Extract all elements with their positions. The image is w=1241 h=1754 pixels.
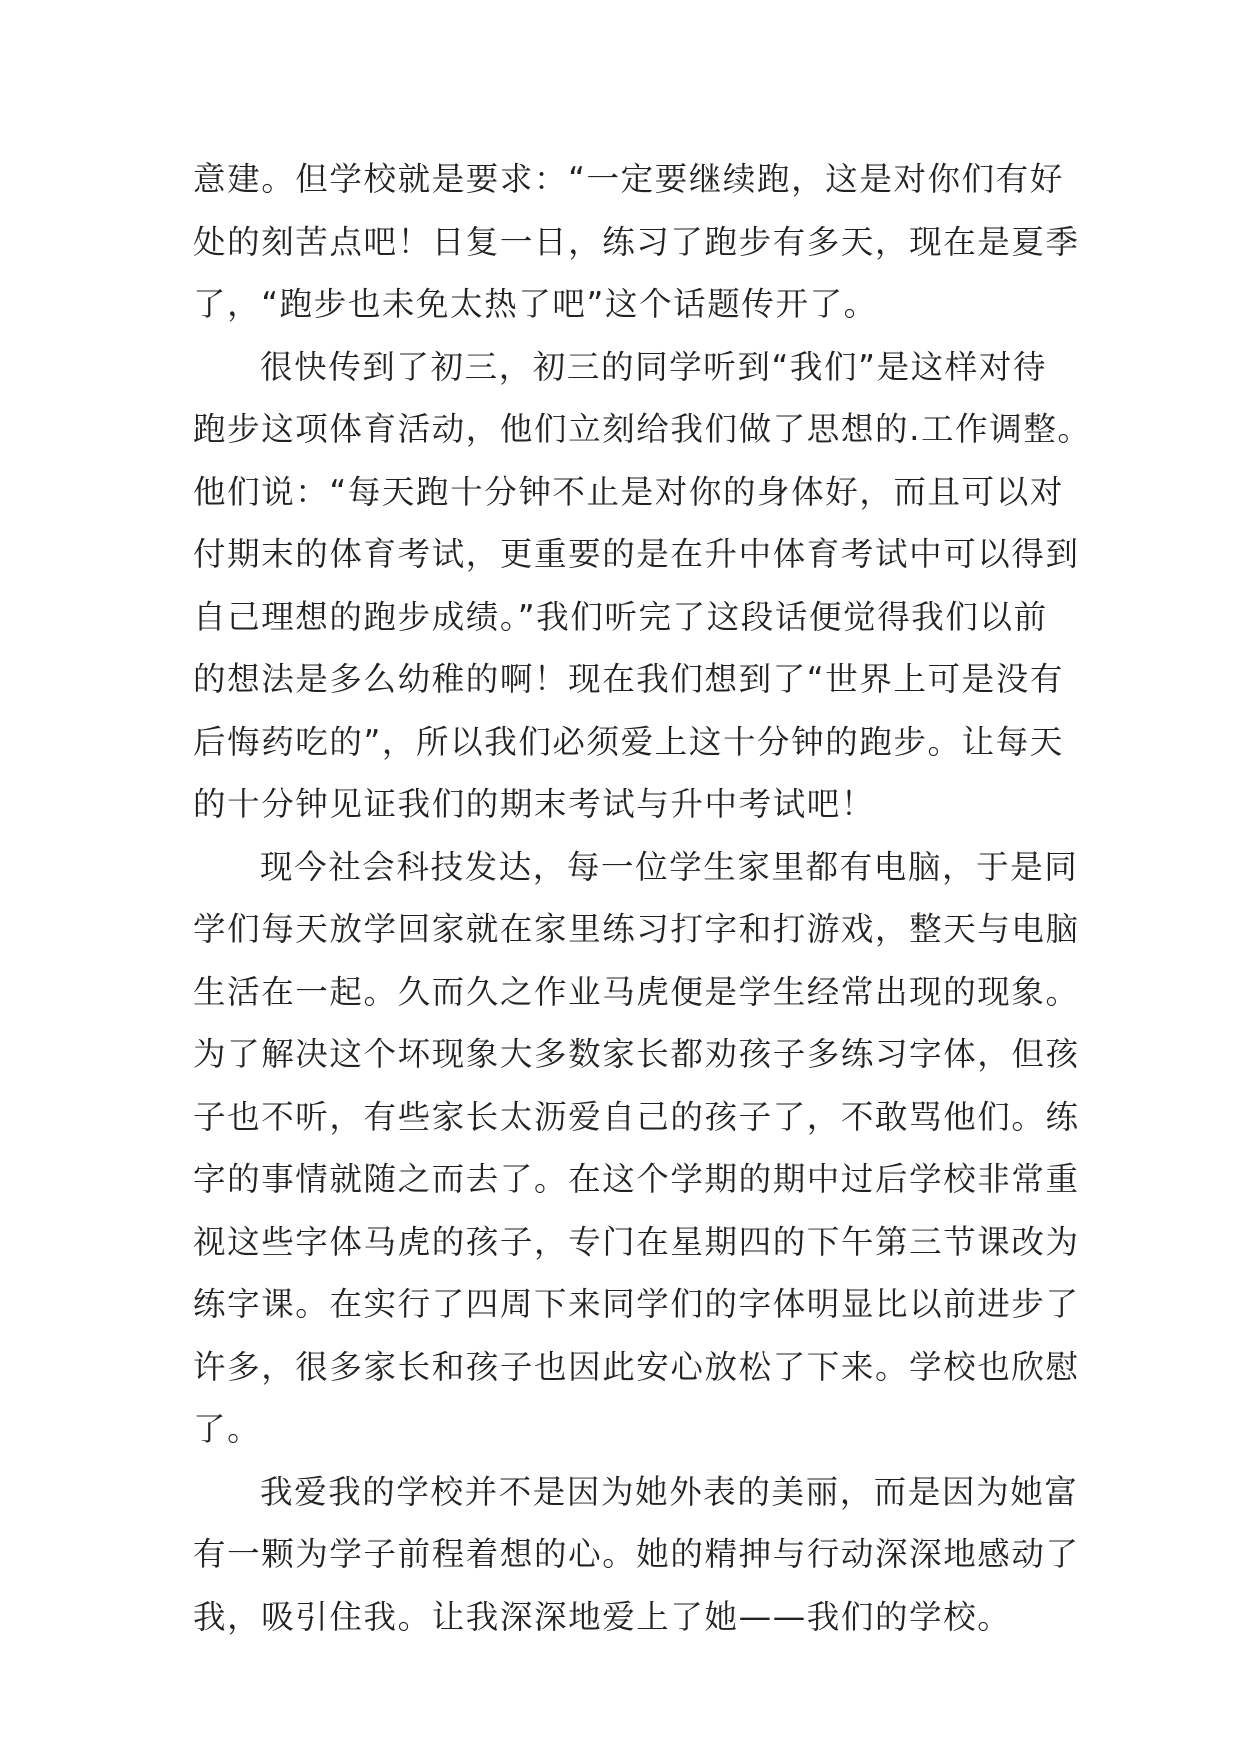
text-line: 学们每天放学回家就在家里练习打字和打游戏，整天与电脑 bbox=[193, 910, 1080, 948]
text-line: 我，吸引住我。让我深深地爱上了她——我们的学校。 bbox=[193, 1597, 1012, 1636]
document-body bbox=[193, 148, 1092, 1648]
text-line: 有一颗为学子前程着想的心。她的精抻与行动深深地感动了 bbox=[193, 1535, 1080, 1573]
paragraph-2 bbox=[193, 336, 1092, 836]
text-line: 了，“跑步也未免太热了吧”这个话题传开了。 bbox=[193, 285, 878, 323]
text-line: 子也不听，有些家长太沥爱自己的孩子了，不敢骂他们。练 bbox=[193, 1097, 1080, 1136]
text-line: 自己理想的跑步成绩。”我们听完了这段话便觉得我们以前 bbox=[193, 597, 1048, 636]
text-line: 很快传到了初三，初三的同学听到“我们”是这样对待 bbox=[260, 347, 1048, 386]
text-line: 字的事情就随之而去了。在这个学期的期中过后学校非常重 bbox=[193, 1160, 1080, 1198]
text-line: 他们说：“每天跑十分钟不止是对你的身体好，而且可以对 bbox=[193, 472, 1064, 511]
text-line: 为了解决这个坏现象大多数家长都劝孩子多练习字体，但孩 bbox=[193, 1035, 1080, 1073]
text-line: 生活在一起。久而久之作业马虎便是学生经常出现的现象。 bbox=[193, 972, 1080, 1011]
text-line: 后悔药吃的”，所以我们必须爱上这十分钟的跑步。让每天 bbox=[193, 722, 1064, 761]
text-line: 现今社会科技发达，每一位学生家里都有电脑，于是同 bbox=[260, 847, 1079, 886]
text-line: 的十分钟见证我们的期末考试与升中考试吧！ bbox=[193, 785, 876, 823]
text-line: 了。 bbox=[193, 1410, 262, 1448]
text-line: 付期末的体育考试，更重要的是在升中体育考试中可以得到 bbox=[193, 535, 1080, 573]
paragraph-3 bbox=[193, 836, 1080, 1461]
text-line: 我爱我的学校并不是因为她外表的美丽，而是因为她富 bbox=[260, 1472, 1079, 1511]
text-line: 视这些字体马虎的孩子，专门在星期四的下午第三节课改为 bbox=[193, 1222, 1080, 1261]
text-line: 意建。但学校就是要求：“一定要继续跑，这是对你们有好 bbox=[193, 160, 1064, 198]
text-line: 许多，很多家长和孩子也因此安心放松了下来。学校也欣慰 bbox=[193, 1347, 1080, 1386]
text-line: 处的刻苦点吧！日复一日，练习了跑步有多天，现在是夏季 bbox=[193, 222, 1080, 261]
text-line: 跑步这项体育活动，他们立刻给我们做了思想的.工作调整。 bbox=[193, 410, 1092, 448]
paragraph-4 bbox=[193, 1461, 1080, 1649]
paragraph-1 bbox=[193, 148, 1080, 336]
text-line: 的想法是多么幼稚的啊！现在我们想到了“世界上可是没有 bbox=[193, 660, 1064, 698]
text-line: 练字课。在实行了四周下来同学们的字体明显比以前进步了 bbox=[193, 1285, 1080, 1323]
